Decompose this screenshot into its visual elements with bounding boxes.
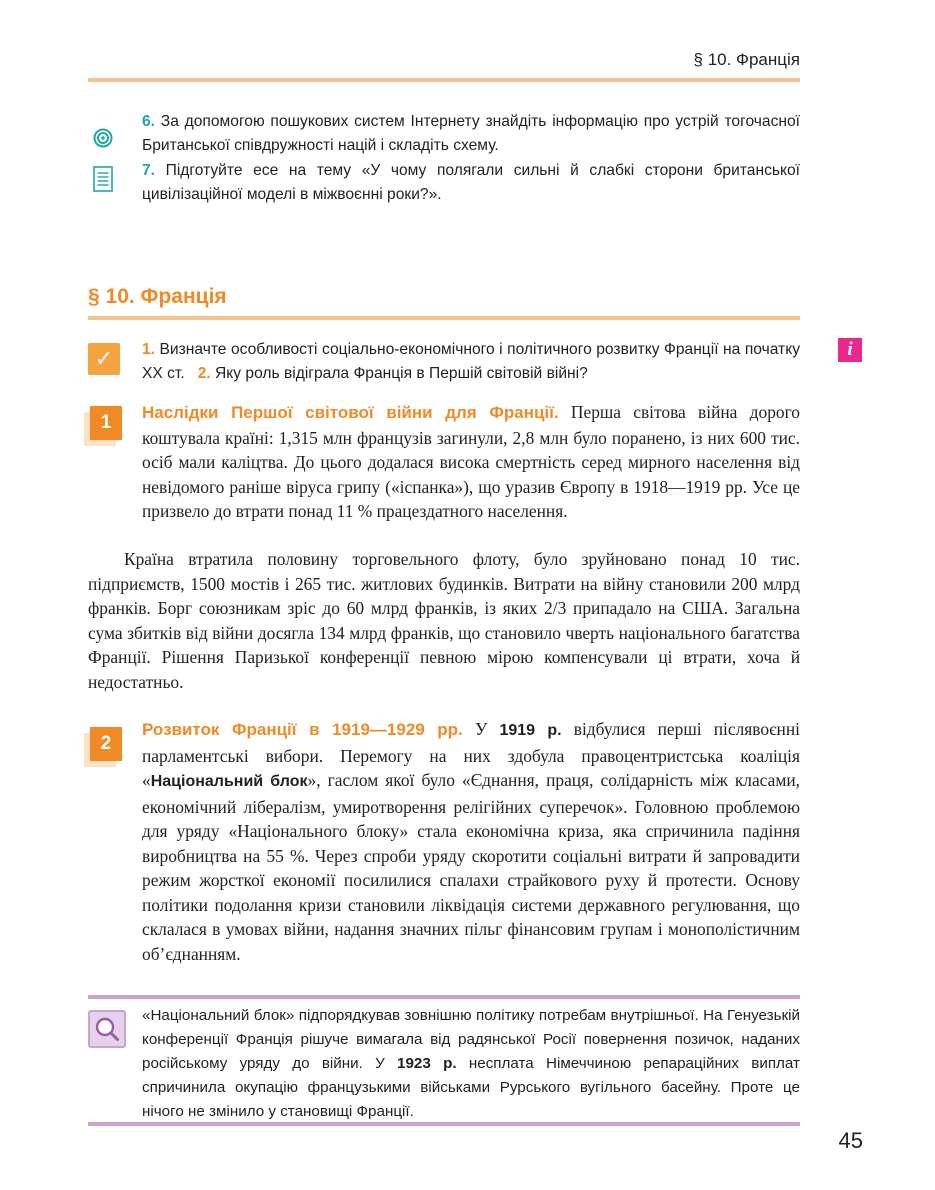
paragraph-1-text-1: Перша світова війна дорого коштувала країні: 1,315 млн французів загинули, 2,8 млн було поранено, із них 600 тис. осіб мали каліцтва. До цього додалася висока смертність серед мирного населення від невідомого раніше віруса грипу («іспанка»), що уразив Європу в 1918—1919 рр. Усе це призвело до втрати понад 11 % працездатного населення. [142, 402, 800, 521]
note-top-divider [88, 995, 800, 999]
note-text [142, 1004, 800, 1124]
paragraph-2-badge: 2 [90, 727, 122, 761]
section-divider [88, 316, 800, 320]
note-text-c: несплата Німеччиною репараційних виплат спричинила окупацію французькими військами Рурського вугільного басейну. Проте це нічого не змінило у становищі Франції. [142, 1055, 800, 1120]
paragraph-1-continued [88, 547, 800, 694]
target-icon [93, 128, 113, 148]
paragraph-2-year: 1919 р. [499, 722, 562, 739]
check-icon: ✓ [88, 343, 120, 375]
paragraph-2-text-a: У [462, 719, 500, 739]
task-6-number: 6. [142, 113, 156, 130]
question-1-number: 1. [142, 341, 156, 358]
paragraph-2-text-e: », гаслом якої було «Єднання, праця, солідарність між класами, економічний лібералізм, умиротворення релігійних суперечок». Головною проблемою для уряду «Національного блоку» стала економічна криза, яка спричинила падіння виробництва на 55 %. Через спроби уряду скоротити соціальні витрати й запровадити режим жорсткої економії посилилися спалахи страйкового руху й протести. Основу політики подолання кризи становили ліквідація системи державного регулювання, що склалася в умовах війни, надання значних пільг фінансовим групам і монополістичним об’єднанням. [142, 770, 800, 964]
paragraph-2-title: Розвиток Франції в 1919—1929 рр. [142, 720, 463, 739]
paragraph-1-badge: 1 [90, 406, 122, 440]
paragraph-1-title: Наслідки Першої світової війни для Франції. [142, 403, 559, 422]
section-title: § 10. Франція [88, 285, 227, 308]
paragraph-2 [142, 717, 800, 966]
paragraph-2-text-c: відбулися перші післявоєнні парламентські вибори. Перемогу на них здобула правоцентристська коаліція « [142, 719, 800, 790]
paragraph-1-text-2: Країна втратила половину торговельного флоту, було зруйновано понад 10 тис. підприємств, 1500 мостів і 265 тис. житлових будинків. Витрати на війну становили 200 млрд франків. Борг союзникам зріс до 60 млрд франків, із яких 2/3 припадало на США. Загальна сума збитків від війни досягла 134 млрд франків, що становило чверть національного багатства Франції. Рішення Паризької конференції певною мірою компенсували ці втрати, хоча й недостатньо. [88, 549, 800, 692]
paragraph-2-bloc-name: Національний блок [150, 773, 308, 790]
note-bottom-divider [88, 1122, 800, 1126]
question-2-text: Яку роль відіграла Франція в Першій світовій війні? [215, 365, 588, 382]
note-year: 1923 р. [397, 1055, 457, 1072]
running-head: § 10. Франція [693, 50, 800, 69]
intro-questions [142, 338, 800, 386]
paragraph-1 [142, 400, 800, 524]
magnifier-icon [88, 1010, 126, 1048]
note-text-a: «Національний блок» підпорядкував зовнішню політику потребам внутрішньої. На Генуезькій конференції Франція рішуче вимагала від радянської Росії повернення позичок, наданих російському уряду до війни. У [142, 1007, 800, 1072]
document-lines-icon [93, 166, 113, 192]
page-number: 45 [838, 1128, 863, 1153]
question-1-text: Визначте особливості соціально-економічного і політичного розвитку Франції на початку ХХ ст. [142, 341, 800, 382]
task-7-text: Підготуйте есе на тему «У чому полягали сильні й слабкі сторони британської цивілізаційної моделі в міжвоєнні роки?». [142, 162, 800, 203]
task-7 [142, 159, 800, 207]
info-icon[interactable]: i [838, 338, 862, 362]
question-2-number: 2. [197, 365, 211, 382]
header-divider [88, 78, 800, 82]
task-6 [142, 110, 800, 158]
task-6-text: За допомогою пошукових систем Інтернету знайдіть інформацію про устрій тогочасної Британської співдружності націй і складіть схему. [142, 113, 800, 154]
task-7-number: 7. [142, 162, 156, 179]
